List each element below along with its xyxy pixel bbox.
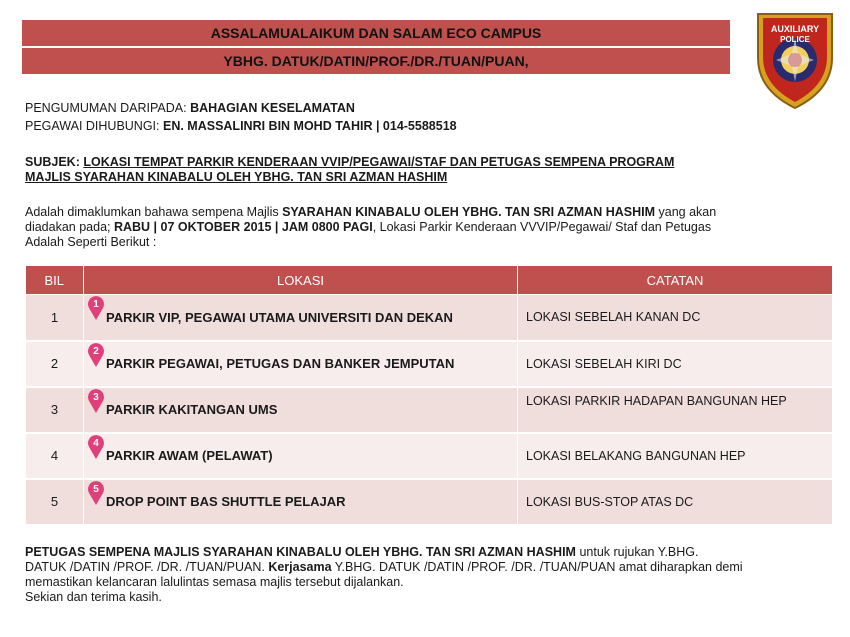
table-row	[26, 295, 833, 341]
row-lokasi-text: DROP POINT BAS SHUTTLE PELAJAR	[106, 494, 346, 509]
intro-paragraph: Adalah dimaklumkan bahawa sempena Majlis SYARAHAN KINABALU OLEH YBHG. TAN SRI AZMAN HASHIM yang akan diadakan pada; RABU | 07 OKTOBER 2015 | JAM 0800 PAGI, Lokasi Parkir Kenderaan VVVIP/Pegawai/ Staf dan Petugas Adalah Seperti Berikut :	[25, 205, 717, 249]
auxiliary-police-badge-icon	[752, 10, 838, 110]
row-bil: 4	[26, 433, 84, 479]
svg-text:AUXILIARY: AUXILIARY	[770, 24, 820, 34]
map-pin-icon	[86, 480, 106, 506]
row-catatan: LOKASI BELAKANG BANGUNAN HEP	[518, 433, 833, 479]
footer-paragraph: PETUGAS SEMPENA MAJLIS SYARAHAN KINABALU OLEH YBHG. TAN SRI AZMAN HASHIM untuk rujukan Y.BHG. DATUK /DATIN /PROF. /DR. /TUAN/PUAN. Kerjasama Y.BHG. DATUK /DATIN /PROF. /DR. /TUAN/PUAN amat diharapkan demi memastikan kelancaran lalulintas semasa majlis tersebut dijalankan. Sekian dan terima kasih.	[25, 545, 743, 604]
row-lokasi-text: PARKIR VIP, PEGAWAI UTAMA UNIVERSITI DAN DEKAN	[106, 309, 453, 325]
row-catatan: LOKASI SEBELAH KANAN DC	[518, 295, 833, 341]
pin-number: 1	[93, 299, 99, 310]
table-header-row	[26, 266, 833, 295]
table-row	[26, 433, 833, 479]
header-lokasi: LOKASI	[84, 266, 518, 295]
row-catatan: LOKASI SEBELAH KIRI DC	[518, 341, 833, 387]
greeting-banner: ASSALAMUALAIKUM DAN SALAM ECO CAMPUS	[22, 20, 730, 48]
table-row	[26, 387, 833, 433]
svg-text:POLICE: POLICE	[780, 35, 810, 44]
map-pin-icon	[86, 434, 106, 460]
subject-line-2: MAJLIS SYARAHAN KINABALU OLEH YBHG. TAN SRI AZMAN HASHIM	[25, 170, 448, 184]
table-row	[26, 341, 833, 387]
map-pin-icon	[86, 295, 106, 321]
row-bil: 2	[26, 341, 84, 387]
announcement-from: PENGUMUMAN DARIPADA: BAHAGIAN KESELAMATAN	[25, 101, 355, 115]
row-lokasi	[84, 387, 518, 433]
row-lokasi	[84, 341, 518, 387]
pin-number: 3	[93, 391, 99, 403]
row-lokasi	[84, 479, 518, 525]
pin-number: 4	[93, 437, 99, 449]
parking-table	[25, 266, 833, 526]
header-catatan: CATATAN	[518, 266, 833, 295]
row-catatan: LOKASI PARKIR HADAPAN BANGUNAN HEP	[518, 387, 833, 433]
contact-officer: PEGAWAI DIHUBUNGI: EN. MASSALINRI BIN MOHD TAHIR | 014-5588518	[25, 119, 457, 133]
row-lokasi	[84, 295, 518, 341]
pin-number: 2	[93, 345, 99, 357]
table-row	[26, 479, 833, 525]
salutation-banner: YBHG. DATUK/DATIN/PROF./DR./TUAN/PUAN,	[22, 48, 730, 76]
map-pin-icon	[86, 342, 106, 368]
row-lokasi-text: PARKIR AWAM (PELAWAT)	[106, 448, 273, 463]
header-bil: BIL	[26, 266, 84, 295]
row-catatan: LOKASI BUS-STOP ATAS DC	[518, 479, 833, 525]
map-pin-icon	[86, 388, 106, 414]
row-bil: 1	[26, 295, 84, 341]
row-lokasi-text: PARKIR PEGAWAI, PETUGAS DAN BANKER JEMPUTAN	[106, 356, 455, 371]
subject-line-1: SUBJEK: LOKASI TEMPAT PARKIR KENDERAAN VVIP/PEGAWAI/STAF DAN PETUGAS SEMPENA PROGRAM	[25, 155, 675, 169]
pin-number: 5	[93, 483, 99, 495]
row-bil: 3	[26, 387, 84, 433]
row-lokasi-text: PARKIR KAKITANGAN UMS	[106, 402, 278, 417]
row-bil: 5	[26, 479, 84, 525]
row-lokasi	[84, 433, 518, 479]
